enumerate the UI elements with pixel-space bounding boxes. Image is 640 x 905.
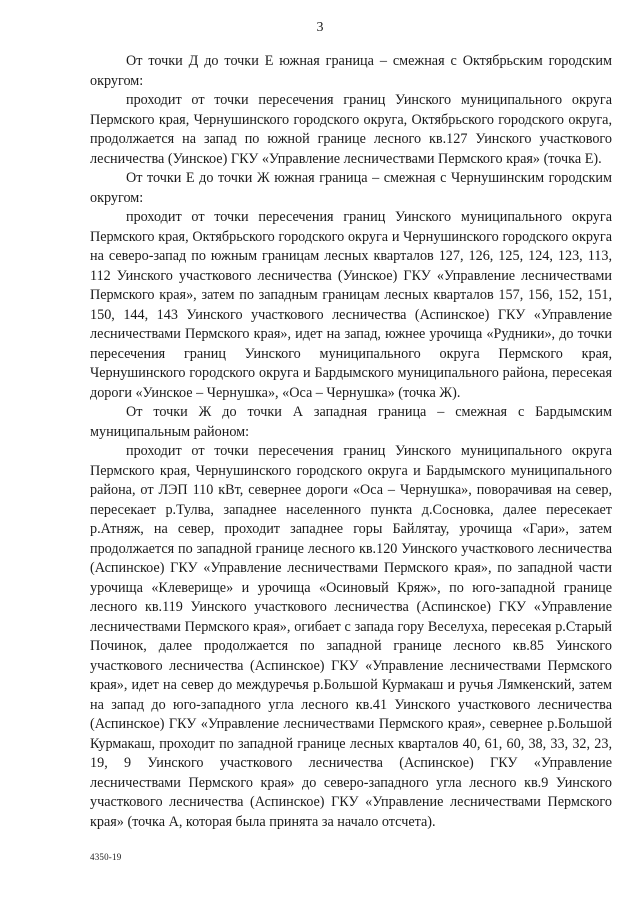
- section-heading-e-zh: От точки Е до точки Ж южная граница – смежная с Чернушинским городским округом:: [90, 170, 612, 206]
- section-heading-d-e: От точки Д до точки Е южная граница – смежная с Октябрьским городским округом:: [90, 53, 612, 89]
- paragraph-zh-a: проходит от точки пересечения границ Уинского муниципального округа Пермского края, Чернушинского городского округа и Бардымского муниципального района, от ЛЭП 110 кВт, севернее дороги «Оса – Чернушка», поворачивая на север, пересекает р.Тулва, западнее населенного пункта д.Сосновка, далее пересекает р.Атняж, на север, проходит западнее горы Байлятау, урочища «Гари», затем продолжается по западной границе лесного кв.120 Уинского участкового лесничества (Аспинское) ГКУ «Управление лесничествами Пермского края», по западной части урочища «Клеверище» и урочища «Осиновый Кряж», по юго-западной границе лесного кв.119 Уинского участкового лесничества (Аспинское) ГКУ «Управление лесничествами Пермского края», огибает с запада гору Веселуха, пересекая р.Старый Починок, далее продолжается по западной границе лесного кв.85 Уинского участкового лесничества (Аспинское) ГКУ «Управление лесничествами Пермского края», идет на север до междуречья р.Большой Курмакаш и ручья Лямкенский, затем на запад до юго-западного угла лесного кв.41 Уинского участкового лесничества (Аспинское) ГКУ «Управление лесничествами Пермского края», севернее р.Большой Курмакаш, проходит по западной границе лесных кварталов 40, 61, 60, 38, 33, 32, 23, 19, 9 Уинского участкового лесничества (Аспинское) ГКУ «Управление лесничествами Пермского края» до северо-западного угла лесного кв.9 Уинского участкового лесничества (Аспинское) ГКУ «Управление лесничествами Пермского края» (точка А, которая была принята за начало отсчета).: [90, 443, 612, 830]
- page-number: 3: [316, 20, 324, 35]
- paragraph-d-e: проходит от точки пересечения границ Уинского муниципального округа Пермского края, Чернушинского городского округа, Октябрьского городского округа, продолжается на запад по южной границе лесного кв.127 Уинского участкового лесничества (Уинское) ГКУ «Управление лесничествами Пермского края» (точка Е).: [90, 92, 612, 167]
- footer-code: 4350-19: [90, 852, 122, 862]
- paragraph-e-zh: проходит от точки пересечения границ Уинского муниципального округа Пермского края, Октябрьского городского округа и Чернушинского городского округа на северо-запад по южным границам лесных кварталов 127, 126, 125, 124, 123, 113, 112 Уинского участкового лесничества (Уинское) ГКУ «Управление лесничествами Пермского края», затем по западным границам лесных кварталов 157, 156, 152, 151, 150, 144, 143 Уинского участкового лесничества (Аспинское) ГКУ «Управление лесничествами Пермского края», идет на запад, южнее урочища «Рудники», до точки пересечения границ Уинского муниципального округа Пермского края, Чернушинского городского округа и Бардымского муниципального района, пересекая дороги «Уинское – Чернушка», «Оса – Чернушка» (точка Ж).: [90, 209, 612, 401]
- section-heading-zh-a: От точки Ж до точки А западная граница – смежная с Бардымским муниципальным районом:: [90, 404, 612, 440]
- document-body: [90, 52, 612, 832]
